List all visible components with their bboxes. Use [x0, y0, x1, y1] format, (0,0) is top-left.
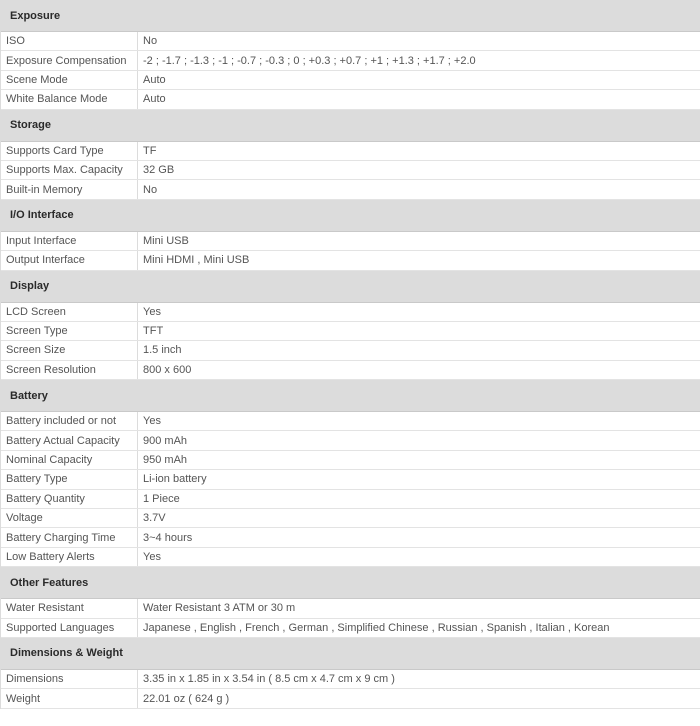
- spec-label: LCD Screen: [1, 303, 138, 321]
- table-row: [1, 51, 700, 70]
- table-row: [1, 619, 700, 638]
- table-row: [1, 451, 700, 470]
- spec-label: Supported Languages: [1, 619, 138, 637]
- section-header: Battery: [1, 380, 700, 412]
- table-row: [1, 548, 700, 567]
- spec-value: No: [143, 183, 158, 196]
- table-row: [1, 71, 700, 90]
- spec-label: Nominal Capacity: [1, 451, 138, 469]
- spec-label: Battery Type: [1, 470, 138, 488]
- spec-value: 950 mAh: [143, 454, 188, 467]
- spec-value: -2 ; -1.7 ; -1.3 ; -1 ; -0.7 ; -0.3 ; 0 ; +0.3 ; +0.7 ; +1 ; +1.3 ; +1.7 ; +2.0: [143, 54, 476, 67]
- table-row: [1, 142, 700, 161]
- spec-value: Mini USB: [143, 234, 189, 247]
- spec-label: Battery included or not: [1, 412, 138, 430]
- spec-section-battery: [1, 380, 700, 567]
- spec-value: 3.7V: [143, 512, 166, 525]
- spec-label: Screen Type: [1, 322, 138, 340]
- table-row: [1, 689, 700, 708]
- spec-value: 3.35 in x 1.85 in x 3.54 in ( 8.5 cm x 4.7 cm x 9 cm ): [143, 673, 395, 686]
- spec-value: 3~4 hours: [143, 531, 193, 544]
- spec-value: Li-ion battery: [143, 473, 207, 486]
- spec-value: TF: [143, 144, 157, 157]
- spec-value: TFT: [143, 325, 164, 338]
- spec-value: Mini HDMI , Mini USB: [143, 254, 250, 267]
- spec-label: Exposure Compensation: [1, 51, 138, 69]
- spec-section-storage: [1, 110, 700, 200]
- spec-value: 800 x 600: [143, 363, 192, 376]
- spec-label: Scene Mode: [1, 71, 138, 89]
- table-row: [1, 528, 700, 547]
- table-row: [1, 161, 700, 180]
- spec-label: Supports Max. Capacity: [1, 161, 138, 179]
- spec-value: 900 mAh: [143, 434, 188, 447]
- spec-section-exposure: [1, 0, 700, 110]
- spec-value: Yes: [143, 305, 161, 318]
- table-row: [1, 599, 700, 618]
- spec-label: ISO: [1, 32, 138, 50]
- spec-label: Output Interface: [1, 251, 138, 269]
- section-header: Display: [1, 271, 700, 303]
- spec-section-display: [1, 271, 700, 381]
- table-row: [1, 180, 700, 199]
- section-header: I/O Interface: [1, 200, 700, 232]
- table-row: [1, 361, 700, 380]
- section-header: Storage: [1, 110, 700, 142]
- table-row: [1, 251, 700, 270]
- section-header: Exposure: [1, 0, 700, 32]
- spec-label: Supports Card Type: [1, 142, 138, 160]
- spec-value: 32 GB: [143, 164, 175, 177]
- table-row: [1, 90, 700, 109]
- spec-value: Yes: [143, 415, 161, 428]
- spec-label: Dimensions: [1, 670, 138, 688]
- spec-label: Screen Resolution: [1, 361, 138, 379]
- spec-label: Battery Charging Time: [1, 528, 138, 546]
- spec-label: Weight: [1, 689, 138, 707]
- section-header: Dimensions & Weight: [1, 638, 700, 670]
- spec-section-i-o-interface: [1, 200, 700, 271]
- spec-value: 22.01 oz ( 624 g ): [143, 692, 230, 705]
- spec-label: Built-in Memory: [1, 180, 138, 198]
- spec-value: 1.5 inch: [143, 344, 182, 357]
- spec-label: Water Resistant: [1, 599, 138, 617]
- table-row: [1, 322, 700, 341]
- table-row: [1, 670, 700, 689]
- spec-label: Battery Actual Capacity: [1, 431, 138, 449]
- table-row: [1, 341, 700, 360]
- spec-section-dimensions-weight: [1, 638, 700, 709]
- spec-value: Auto: [143, 73, 166, 86]
- spec-label: Battery Quantity: [1, 490, 138, 508]
- spec-value: 1 Piece: [143, 492, 180, 505]
- spec-value: No: [143, 35, 158, 48]
- spec-label: Low Battery Alerts: [1, 548, 138, 566]
- spec-label: Voltage: [1, 509, 138, 527]
- table-row: [1, 490, 700, 509]
- spec-label: Screen Size: [1, 341, 138, 359]
- table-row: [1, 412, 700, 431]
- spec-value: Auto: [143, 93, 166, 106]
- table-row: [1, 509, 700, 528]
- table-row: [1, 431, 700, 450]
- spec-label: Input Interface: [1, 232, 138, 250]
- section-header: Other Features: [1, 567, 700, 599]
- spec-value: Water Resistant 3 ATM or 30 m: [143, 602, 296, 615]
- spec-value: Yes: [143, 551, 161, 563]
- table-row: [1, 32, 700, 51]
- table-row: [1, 303, 700, 322]
- spec-label: White Balance Mode: [1, 90, 138, 108]
- spec-section-other-features: [1, 567, 700, 638]
- table-row: [1, 232, 700, 251]
- table-row: [1, 470, 700, 489]
- spec-value: Japanese , English , French , German , Simplified Chinese , Russian , Spanish , Italian , Korean: [143, 621, 610, 634]
